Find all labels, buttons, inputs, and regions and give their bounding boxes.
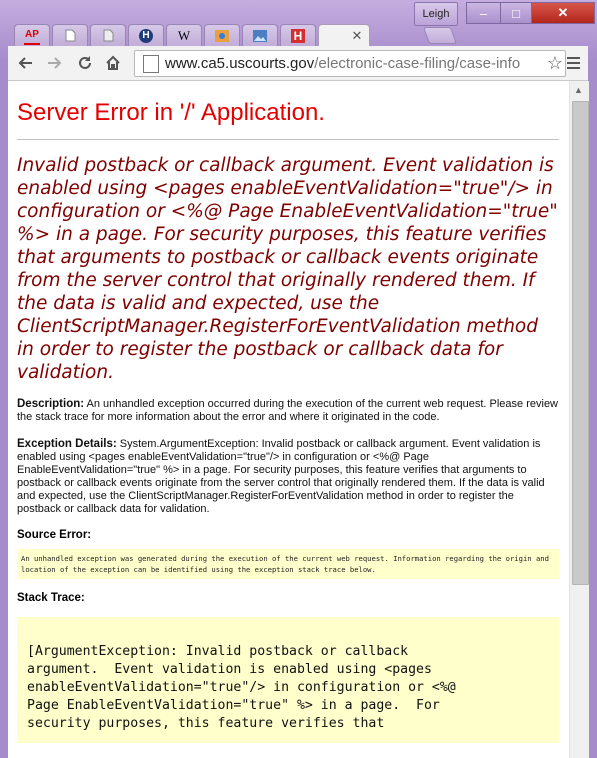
arrow-right-icon: [47, 56, 63, 70]
profile-button[interactable]: Leigh: [414, 2, 458, 26]
vertical-scrollbar[interactable]: [569, 81, 589, 758]
page-icon: [143, 55, 159, 73]
tab-strip: [14, 24, 454, 46]
exception-section: [17, 438, 559, 516]
exception-text: System.ArgumentException: Invalid postback or callback argument. Event validation is enabled using <pages enableEventValidation="true"/> in configuration or <%@ Page EnableEventValidation="true" %> in a page. For security purposes, this feature verifies that arguments to postback or callback events originate from the server control that originally rendered them. If the data is valid and expected, use the ClientScriptManager.RegisterForEventValidation method in order to register the postback or callback data for validation.: [17, 438, 545, 515]
address-bar[interactable]: [134, 50, 566, 77]
reload-button[interactable]: [74, 52, 96, 74]
tab-wikipedia[interactable]: [166, 24, 202, 46]
tab-ap[interactable]: [14, 24, 50, 46]
scroll-thumb[interactable]: [572, 101, 589, 585]
tab-document-1[interactable]: [52, 24, 88, 46]
menu-button[interactable]: [562, 52, 584, 74]
url-text: [165, 55, 520, 72]
close-tab-icon[interactable]: ✕: [351, 28, 363, 43]
divider: [17, 139, 559, 140]
home-icon: [105, 55, 121, 71]
forward-button[interactable]: [44, 52, 66, 74]
description-text: An unhandled exception occurred during the execution of the current web request. Please review the stack trace for more information about the error and where it originated in the code.: [17, 398, 559, 423]
document-icon: [62, 28, 78, 44]
minimize-button[interactable]: –: [466, 2, 501, 24]
page-content: [8, 81, 569, 758]
description-label: Description:: [17, 398, 85, 410]
stack-trace-label: Stack Trace:: [17, 592, 85, 604]
page-title: Server Error in '/' Application.: [17, 99, 325, 126]
url-host: www.ca5.uscourts.gov: [165, 55, 315, 72]
scroll-up-arrow-icon[interactable]: ▲: [574, 85, 583, 95]
tab-h-red[interactable]: [280, 24, 316, 46]
toolbar: [8, 46, 588, 81]
h-circle-icon: H: [139, 29, 153, 43]
image-icon: [252, 28, 268, 44]
description-section: [17, 398, 559, 424]
photo-icon: [214, 28, 230, 44]
hamburger-icon: [567, 57, 580, 59]
document-icon: [100, 28, 116, 44]
exception-label: Exception Details:: [17, 438, 117, 450]
source-error-label: Source Error:: [17, 529, 92, 541]
error-page: [17, 81, 559, 743]
reload-icon: [77, 55, 93, 71]
tab-document-2[interactable]: [90, 24, 126, 46]
tab-image[interactable]: [242, 24, 278, 46]
tab-h-circle[interactable]: [128, 24, 164, 46]
error-message: Invalid postback or callback argument. Event validation is enabled using <pages enableEventValidation="true"/> in configuration or <%@ Page EnableEventValidation="true" %> in a page. For security purposes, this feature verifies that arguments to postback or callback events originate from the server control that originally rendered them. If the data is valid and expected, use the ClientScriptManager.RegisterForEventValidation method in order to register the postback or callback data for validation.: [17, 155, 558, 383]
url-path: /electronic-case-filing/case-info: [314, 55, 521, 72]
tab-active[interactable]: [318, 24, 370, 47]
arrow-left-icon: [17, 56, 33, 70]
maximize-button[interactable]: □: [500, 2, 532, 24]
wikipedia-icon: W: [177, 27, 191, 43]
blank-page-icon: [326, 28, 342, 44]
new-tab-button[interactable]: [423, 27, 457, 44]
bookmark-star-icon[interactable]: ☆: [546, 53, 563, 73]
ap-icon: AP: [24, 27, 40, 45]
close-window-button[interactable]: ✕: [531, 2, 595, 24]
back-button[interactable]: [14, 52, 36, 74]
tab-photo[interactable]: [204, 24, 240, 46]
source-error-box: An unhandled exception was generated during the execution of the current web request. Information regarding the origin and location of the exception can be identified using the exception stack trace below.: [17, 549, 559, 579]
h-red-icon: H: [291, 29, 305, 43]
stack-trace-box: [ArgumentException: Invalid postback or callback argument. Event validation is enabled using <pages enableEventValidation="true"/> in configuration or <%@ Page EnableEventValidation="true" %> in a page. For security purposes, this feature verifies that: [17, 617, 559, 743]
home-button[interactable]: [102, 52, 124, 74]
